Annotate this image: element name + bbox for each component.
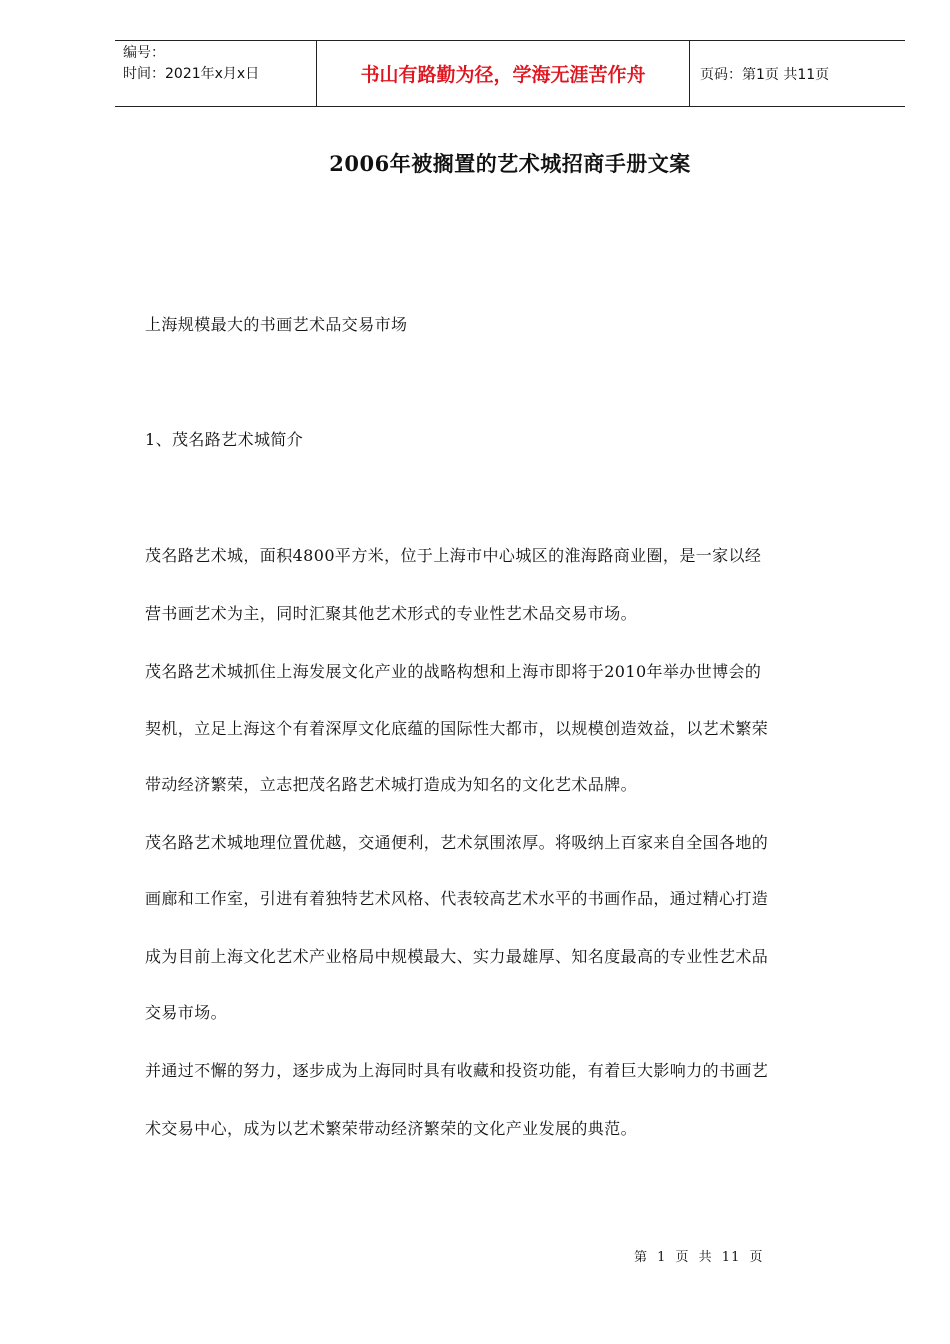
header-motto: 书山有路勤为径，学海无涯苦作舟 [317, 41, 690, 106]
body-line: 带动经济繁荣，立志把茂名路艺术城打造成为知名的文化艺术品牌。 [145, 775, 638, 794]
subtitle: 上海规模最大的书画艺术品交易市场 [145, 315, 408, 334]
body-line: 并通过不懈的努力，逐步成为上海同时具有收藏和投资功能，有着巨大影响力的书画艺 [145, 1061, 769, 1080]
body-line: 茂名路艺术城地理位置优越，交通便利，艺术氛围浓厚。将吸纳上百家来自全国各地的 [145, 833, 769, 852]
number-label: 编号： [123, 45, 165, 61]
body-line: 画廊和工作室，引进有着独特艺术风格、代表较高艺术水平的书画作品，通过精心打造 [145, 889, 769, 908]
section-heading: 1、茂名路艺术城简介 [145, 430, 304, 449]
body-line: 茂名路艺术城抓住上海发展文化产业的战略构想和上海市即将于2010年举办世博会的 [145, 662, 762, 681]
page-footer: 第 1 页 共 11 页 [634, 1250, 764, 1265]
body-line: 成为目前上海文化艺术产业格局中规模最大、实力最雄厚、知名度最高的专业性艺术品 [145, 947, 769, 966]
body-line: 术交易中心，成为以艺术繁荣带动经济繁荣的文化产业发展的典范。 [145, 1119, 638, 1138]
page-header [115, 40, 905, 107]
document-title: 2006年被搁置的艺术城招商手册文案 [329, 151, 691, 176]
body-line: 营书画艺术为主，同时汇聚其他艺术形式的专业性艺术品交易市场。 [145, 604, 638, 623]
time-label: 时间：2021年x月x日 [123, 66, 260, 82]
header-page-info: 页码：第1页 共11页 [700, 66, 830, 83]
body-line: 交易市场。 [145, 1003, 228, 1022]
header-meta [115, 41, 317, 106]
body-line: 契机，立足上海这个有着深厚文化底蕴的国际性大都市，以规模创造效益，以艺术繁荣 [145, 719, 769, 738]
body-line: 茂名路艺术城，面积4800平方米，位于上海市中心城区的淮海路商业圈，是一家以经 [145, 546, 762, 565]
